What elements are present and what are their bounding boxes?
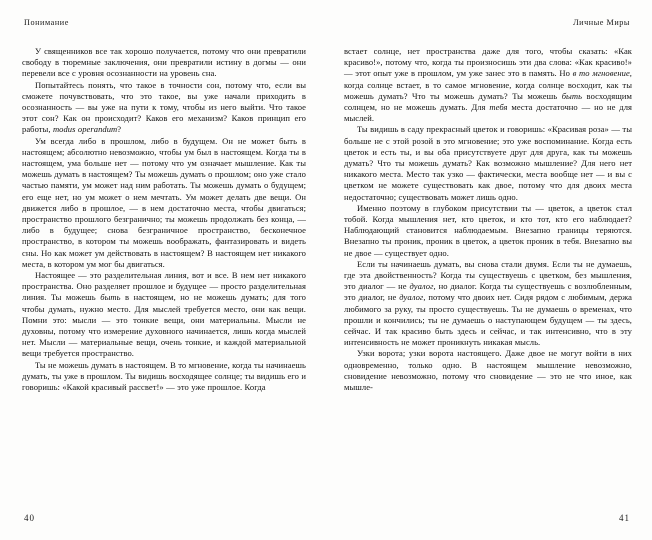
right-page-text-column — [344, 46, 632, 510]
body-text: Ты видишь в саду прекрасный цветок и говоришь: «Красивая роза» — ты больше не с этой розой в это мгновение; это уже воспоминание. Когда есть цветок и есть ты, и вы оба присутствуете друг для друга, как ты можешь думать? Что ты можешь думать? Как возможно мышление? Для него нет никакого места. Место так узко — фактически, места вообще нет — и вы с цветком не можете существовать как двое, потому что для двоих места недостаточно; существовать может лишь одно. — [344, 124, 632, 202]
body-text: Узки ворота; узки ворота настоящего. Даже двое не могут войти в них одновременно, только одно. В настоящем мышление невозможно, сновидение невозможно, потому что сновидение — это не что иное, как мышле- — [344, 348, 632, 393]
body-text: в настоящем, но не можешь думать; для того чтобы думать, нужно место. Для мыслей требуется место, они как вещи. Помни это: мысли — это тонкие вещи, они материальны. Мысли не духовны, потому что измерение духовного начинается, лишь когда мыслей нет. Мысли — материальные вещи, очень тонкие, и каждой материальной вещи требуется пространство. — [22, 292, 306, 359]
left-page-text-column — [22, 46, 306, 510]
body-text: , но диалог. Когда ты существуешь с возлюбленным, это диалог, не — [344, 281, 632, 303]
body-text: , когда солнце встает, в то самое мгновение, когда солнце восходит, как ты можешь думать? Что ты можешь думать? Ты можешь — [344, 68, 632, 101]
emphasis-text: тебя — [489, 102, 508, 113]
paragraph — [344, 348, 632, 393]
body-text: Ум всегда либо в прошлом, либо в будущем. Он не может быть в настоящем; абсолютно невозможно, чтобы ум был в настоящем. Когда ты в настоящем, ума больше нет — потому что ум означает мышление. Как ты можешь думать в настоящем? Ты можешь думать о прошлом; оно уже стало частью памяти, ум может над ним работать. Ты можешь думать о будущем; его еще нет, но ум может о нем мечтать. Ум может делать две вещи. Он движется либо в прошлое, — в нем достаточно места, чтобы двигаться; пространство прошлого безгранично; ты можешь продолжать без конца, — либо в будущее; снова безграничное пространство, бесконечное пространство, в котором ты можешь воображать, фантазировать и видеть сны. Но как может ум действовать в настоящем? В настоящем нет никакого места, в котором ум мог бы двигаться. — [22, 135, 306, 269]
paragraph — [344, 124, 632, 202]
body-text: У священников все так хорошо получается, потому что они превратили свободу в тюремные заключения, они превратили истину в догмы — они перевели все с уровня осознанности на уровень сна. — [22, 46, 306, 79]
emphasis-text: дуалог — [399, 292, 424, 303]
paragraph — [22, 136, 306, 270]
body-text: встает солнце, нет пространства даже для того, чтобы сказать: «Как красиво!», потому что, когда ты произносишь эти два слова: «Как красиво!» — этот опыт уже в прошлом, ум уже занес это в память. Но — [344, 46, 632, 79]
body-text: Настоящее — это разделительная линия, вот и все. В нем нет никакого пространства. Оно разделяет прошлое и будущее — просто разделительная линия. Ты можешь — [22, 270, 306, 303]
body-text: места достаточно — но не для мыслей. — [344, 102, 633, 124]
paragraph — [344, 203, 632, 259]
body-text: Именно поэтому в глубоком присутствии ты — цветок, а цветок стал тобой. Когда мышления нет, кто цветок, и кто тот, кто его наблюдает? Наблюдающий становится наблюдаемым. Внезапно границы теряются. Внезапно ты проник, проник в цветок, а цветок проник в тебя. Внезапно вы не двое — существует одно. — [344, 202, 632, 258]
paragraph — [22, 46, 306, 80]
emphasis-text: в то мгновение — [572, 68, 630, 79]
body-text: , потому что двоих нет. Сидя рядом с любимым, держа любимого за руку, ты просто существуешь. Ты не думаешь о временах, что прошли и кончились; ты не думаешь о наступающем будущем — ты здесь, сейчас. И так красиво быть здесь и сейчас, и так интенсивно, что в эту интенсивность не может проникнуть никакая мысль. — [344, 292, 632, 348]
emphasis-text: быть — [561, 90, 583, 101]
body-text: ? — [117, 124, 122, 135]
emphasis-text: быть — [100, 292, 121, 303]
running-head-right: Личные Миры — [573, 18, 630, 27]
page-number-right: 41 — [619, 513, 630, 523]
paragraph — [344, 46, 632, 124]
paragraph — [22, 270, 306, 360]
emphasis-text: modus operandum — [52, 124, 118, 135]
body-text: восходящим солнцем, но не можешь думать. Для — [344, 90, 633, 113]
body-text: Ты не можешь думать в настоящем. В то мгновение, когда ты начинаешь думать, ты уже в прошлом. Ты видишь восходящее солнце; ты видишь его и говоришь: «Какой красивый рассвет!» — это уже прошлое. Когда — [22, 359, 306, 393]
right-page — [326, 0, 652, 540]
paragraph — [22, 80, 306, 136]
running-head-left: Понимание — [24, 18, 69, 27]
paragraph — [22, 360, 306, 394]
paragraph — [344, 259, 632, 349]
body-text: Если ты начинаешь думать, вы снова стали двумя. Если ты не думаешь, где эта двойственность? Когда ты существуешь с цветком, без мышления, это диалог — не — [344, 258, 632, 292]
body-text: Попытайтесь понять, что такое в точности сон, потому что, если вы сможете почувствовать, что это такое, вы уже начали приходить в осознанность — вы уже на пути к тому, чтобы из него выйти. Что такое этот сон? Как он происходит? Каков его механизм? Каков принцип его работы, — [22, 79, 306, 135]
page-number-left: 40 — [24, 513, 35, 523]
emphasis-text: дуалог — [409, 281, 434, 292]
